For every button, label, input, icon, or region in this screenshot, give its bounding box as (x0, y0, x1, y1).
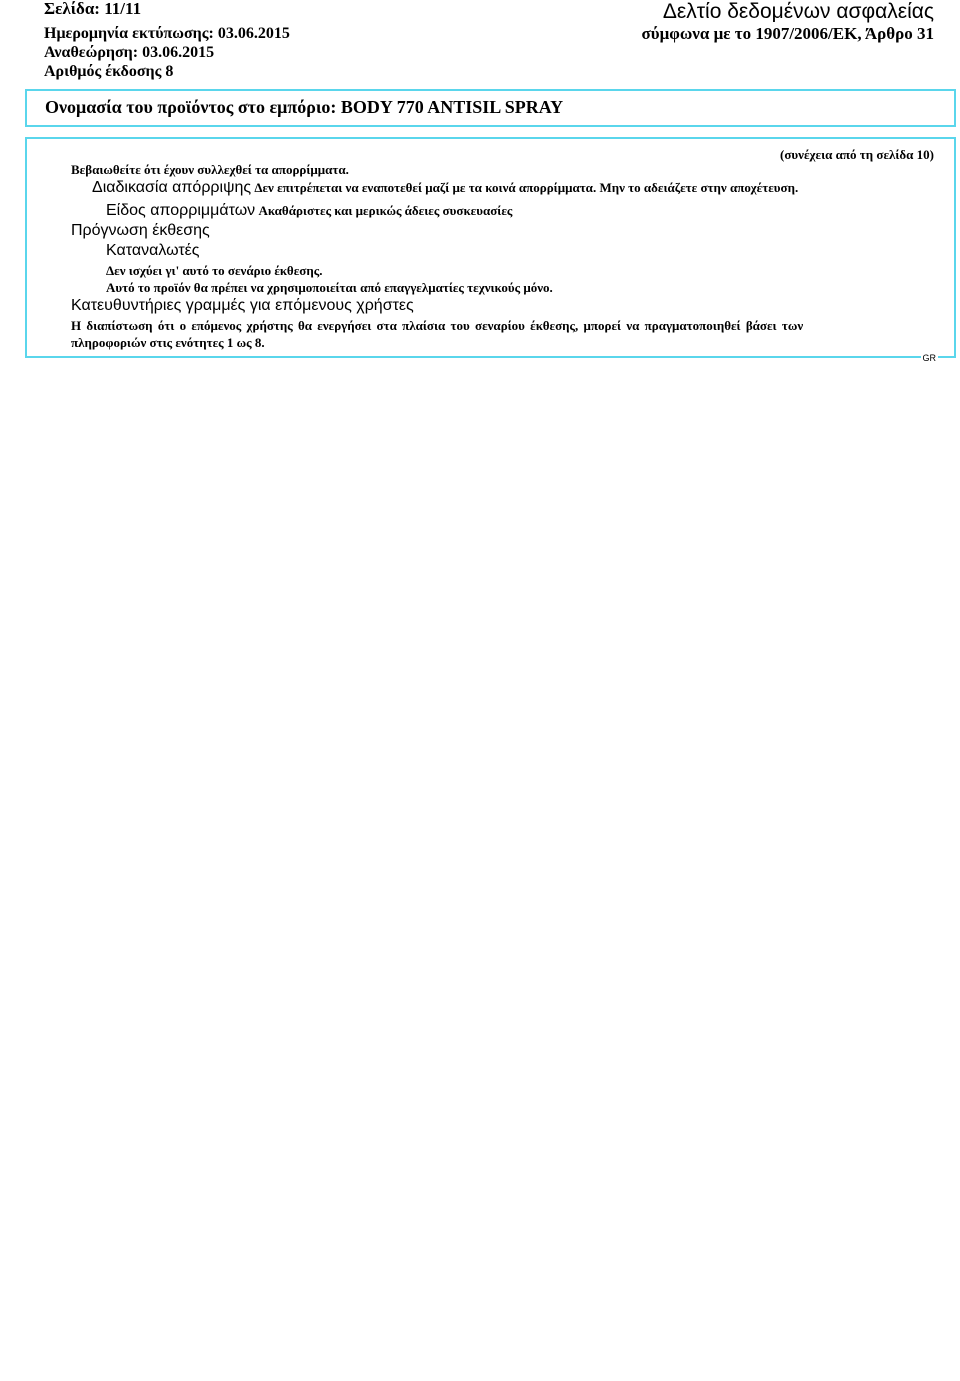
consumers-text-2: Αυτό το προϊόν θα πρέπει να χρησιμοποιείται από επαγγελματίες τεχνικούς μόνο. (106, 280, 553, 295)
waste-type (106, 202, 512, 220)
exposure-heading: Πρόγνωση έκθεσης (71, 222, 210, 239)
disposal-procedure (92, 179, 798, 197)
product-name: Ονομασία του προϊόντος στο εμπόριο: BODY 770 ANTISIL SPRAY (45, 97, 564, 117)
document-title: Δελτίο δεδομένων ασφαλείας (662, 0, 934, 23)
waste-text: Ακαθάριστες και μερικώς άδειες συσκευασίες (258, 203, 513, 218)
consumers-heading: Καταναλωτές (106, 242, 200, 259)
print-date: Ημερομηνία εκτύπωσης: 03.06.2015 (44, 25, 290, 42)
guidelines-heading: Κατευθυντήριες γραμμές για επόμενους χρήστες (71, 297, 414, 314)
guidelines-text-2: πληροφοριών στις ενότητες 1 ως 8. (71, 335, 265, 350)
section-frame (25, 137, 956, 363)
product-name-frame (25, 89, 956, 127)
waste-label: Είδος απορριμμάτων (106, 202, 256, 219)
guidelines-text-1: Η διαπίστωση ότι ο επόμενος χρήστης θα ενεργήσει στα πλαίσια του σεναρίου έκθεσης, μπορεί να πραγματοποιηθεί βάσει των (71, 318, 804, 333)
waste-collection-note: Βεβαιωθείτε ότι έχουν συλλεχθεί τα απορρίμματα. (71, 162, 349, 177)
revision-date: Αναθεώρηση: 03.06.2015 (44, 44, 215, 61)
consumers-text-1: Δεν ισχύει γι' αυτό το σενάριο έκθεσης. (106, 263, 323, 278)
disposal-label: Διαδικασία απόρριψης (92, 179, 252, 196)
document-subtitle: σύμφωνα με το 1907/2006/ΕΚ, Άρθρο 31 (641, 24, 934, 43)
page-number: Σελίδα: 11/11 (44, 0, 142, 18)
version-number: Αριθμός έκδοσης 8 (44, 63, 174, 80)
country-code: GR (922, 353, 936, 363)
continuation-note: (συνέχεια από τη σελίδα 10) (780, 147, 934, 162)
disposal-text: Δεν επιτρέπεται να εναποτεθεί μαζί με τα κοινά απορρίμματα. Μην το αδειάζετε στην αποχέτευση. (254, 180, 799, 195)
